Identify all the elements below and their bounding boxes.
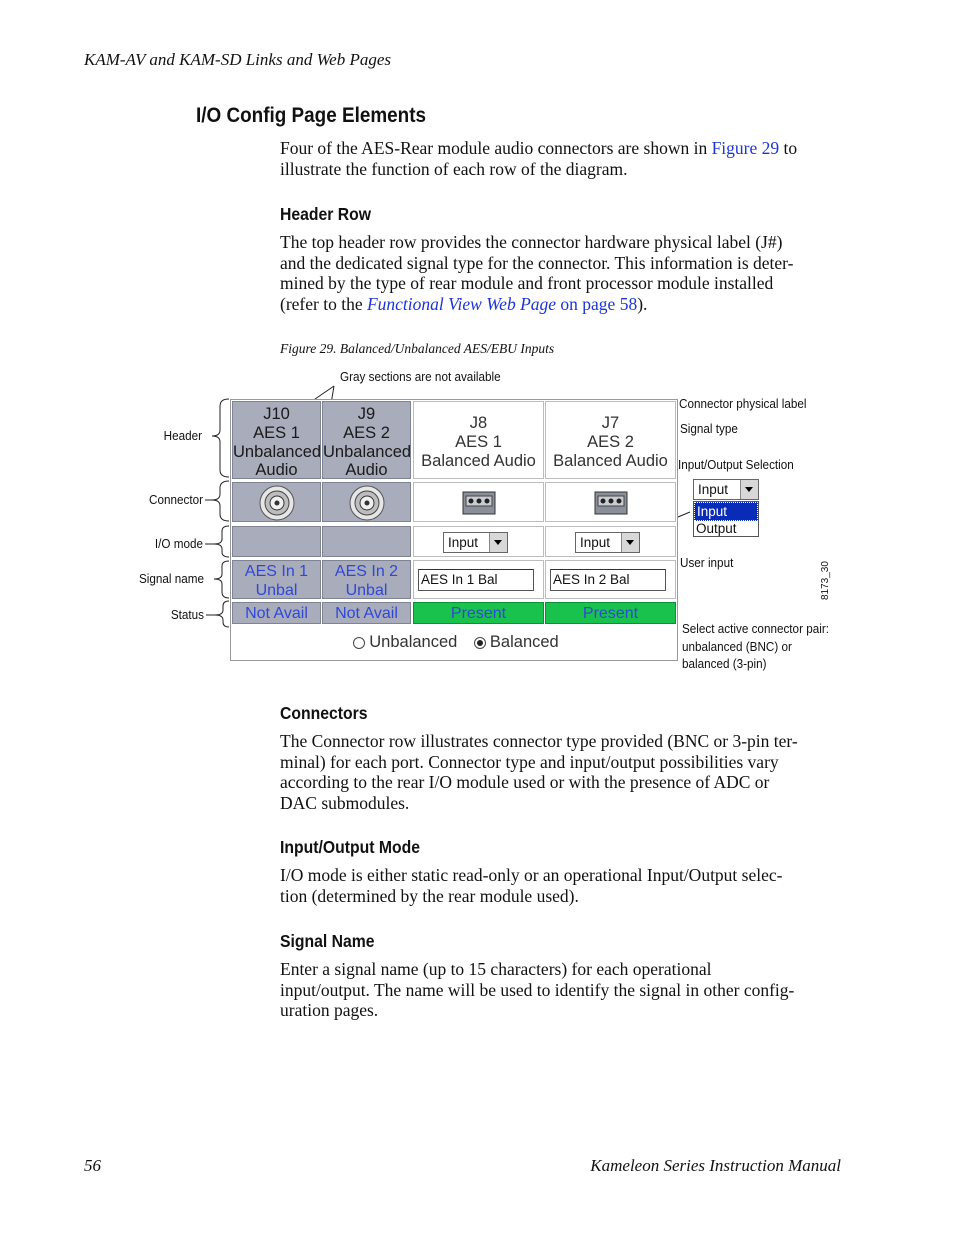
connector-cell-j8 bbox=[413, 482, 544, 522]
io-mode-select-j7[interactable]: Input bbox=[575, 532, 640, 553]
three-pin-connector-icon bbox=[462, 491, 496, 515]
functional-view-link[interactable]: Functional View Web Page bbox=[366, 293, 557, 314]
user-input-callout: User input bbox=[680, 555, 734, 570]
io-mode-cell-j7 bbox=[545, 526, 676, 557]
io-config-table bbox=[230, 399, 678, 661]
signal-name-cell-j7 bbox=[545, 560, 676, 599]
page-58-link[interactable]: on page 58 bbox=[556, 293, 638, 314]
bnc-connector-icon bbox=[347, 484, 387, 522]
connector-cell-j9 bbox=[322, 482, 411, 522]
header-row-paragraph: The top header row provides the connector hardware physical label (J#) and the dedicated signal type for the connector. This information is deter- mined by the type of rear module and front processor module installed (refer to the Functional View Web Page on page 58). bbox=[280, 232, 794, 314]
status-cell-j8: Present bbox=[413, 602, 544, 624]
signal-name-input-j7[interactable]: AES In 2 Bal bbox=[550, 569, 666, 591]
figure-caption: Figure 29. Balanced/Unbalanced AES/EBU Inputs bbox=[280, 341, 555, 356]
chevron-down-icon bbox=[621, 533, 639, 552]
signal-name-paragraph: Enter a signal name (up to 15 characters) for each operational input/output. The name will be used to identify the signal in other config- uration pages. bbox=[280, 959, 795, 1020]
io-mode-cell-j8 bbox=[413, 526, 544, 557]
connector-pair-radio-group bbox=[231, 626, 677, 659]
row-label-io-mode: I/O mode bbox=[154, 536, 203, 551]
select-pair-callout-3: balanced (3-pin) bbox=[682, 656, 767, 671]
chevron-down-icon bbox=[740, 480, 758, 499]
io-selection-callout: Input/Output Selection bbox=[678, 457, 794, 472]
io-selection-example-select[interactable]: Input bbox=[693, 479, 759, 500]
signal-name-cell-j9: AES In 2 Unbal bbox=[322, 560, 411, 599]
intro-paragraph: Four of the AES-Rear module audio connectors are shown in Figure 29 to illustrate the function of each row of the diagram. bbox=[280, 138, 798, 179]
io-mode-select-j8[interactable]: Input bbox=[443, 532, 508, 553]
chevron-down-icon bbox=[489, 533, 507, 552]
balanced-radio-label: Balanced bbox=[489, 633, 559, 651]
status-cell-j9: Not Avail bbox=[322, 602, 411, 624]
header-row-heading: Header Row bbox=[280, 204, 372, 224]
unbalanced-radio[interactable] bbox=[353, 637, 365, 649]
section-title: I/O Config Page Elements bbox=[196, 104, 427, 127]
three-pin-connector-icon bbox=[594, 491, 628, 515]
header-cell-j7: J7 AES 2 Balanced Audio bbox=[545, 401, 676, 479]
unbalanced-radio-label: Unbalanced bbox=[369, 633, 458, 651]
status-cell-j7: Present bbox=[545, 602, 676, 624]
connector-cell-j10 bbox=[232, 482, 321, 522]
row-label-connector: Connector bbox=[149, 492, 203, 507]
signal-name-cell-j10: AES In 1 Unbal bbox=[232, 560, 321, 599]
figure-id: 8173_30 bbox=[820, 561, 831, 600]
footer-manual-title: Kameleon Series Instruction Manual bbox=[590, 1156, 841, 1175]
signal-type-callout: Signal type bbox=[680, 421, 738, 436]
select-pair-callout-2: unbalanced (BNC) or bbox=[682, 639, 792, 654]
connector-physical-label-callout: Connector physical label bbox=[679, 396, 807, 411]
row-label-header: Header bbox=[163, 428, 202, 443]
figure-29-link[interactable]: Figure 29 bbox=[711, 138, 780, 158]
connector-cell-j7 bbox=[545, 482, 676, 522]
row-label-status: Status bbox=[170, 607, 204, 622]
connectors-heading: Connectors bbox=[280, 703, 368, 723]
header-cell-j8: J8 AES 1 Balanced Audio bbox=[413, 401, 544, 479]
page-number: 56 bbox=[84, 1156, 101, 1175]
select-pair-callout-1: Select active connector pair: bbox=[682, 621, 829, 636]
bnc-connector-icon bbox=[257, 484, 297, 522]
signal-name-input-j8[interactable]: AES In 1 Bal bbox=[418, 569, 534, 591]
io-mode-heading: Input/Output Mode bbox=[280, 837, 420, 857]
connectors-paragraph: The Connector row illustrates connector type provided (BNC or 3-pin ter- minal) for each port. Connector type and input/output possibilities vary according to the rear I/O module used or with the presence of ADC or DAC submodules. bbox=[280, 731, 798, 813]
io-selection-dropdown-list bbox=[693, 501, 759, 537]
io-mode-cell-j10 bbox=[232, 526, 321, 557]
status-cell-j10: Not Avail bbox=[232, 602, 321, 624]
signal-name-heading: Signal Name bbox=[280, 931, 375, 951]
dropdown-option-input[interactable]: Input bbox=[694, 502, 758, 521]
running-header: KAM-AV and KAM-SD Links and Web Pages bbox=[84, 50, 392, 69]
gray-sections-note: Gray sections are not available bbox=[340, 369, 501, 384]
header-cell-j10: J10 AES 1 Unbalanced Audio bbox=[232, 401, 321, 479]
header-cell-j9: J9 AES 2 Unbalanced Audio bbox=[322, 401, 411, 479]
io-mode-cell-j9 bbox=[322, 526, 411, 557]
balanced-radio[interactable] bbox=[474, 637, 486, 649]
dropdown-option-output[interactable]: Output bbox=[696, 521, 737, 536]
row-label-signal-name: Signal name bbox=[138, 571, 204, 586]
io-mode-paragraph: I/O mode is either static read-only or an operational Input/Output selec- tion (determined by the rear module used). bbox=[280, 865, 783, 906]
signal-name-cell-j8 bbox=[413, 560, 544, 599]
